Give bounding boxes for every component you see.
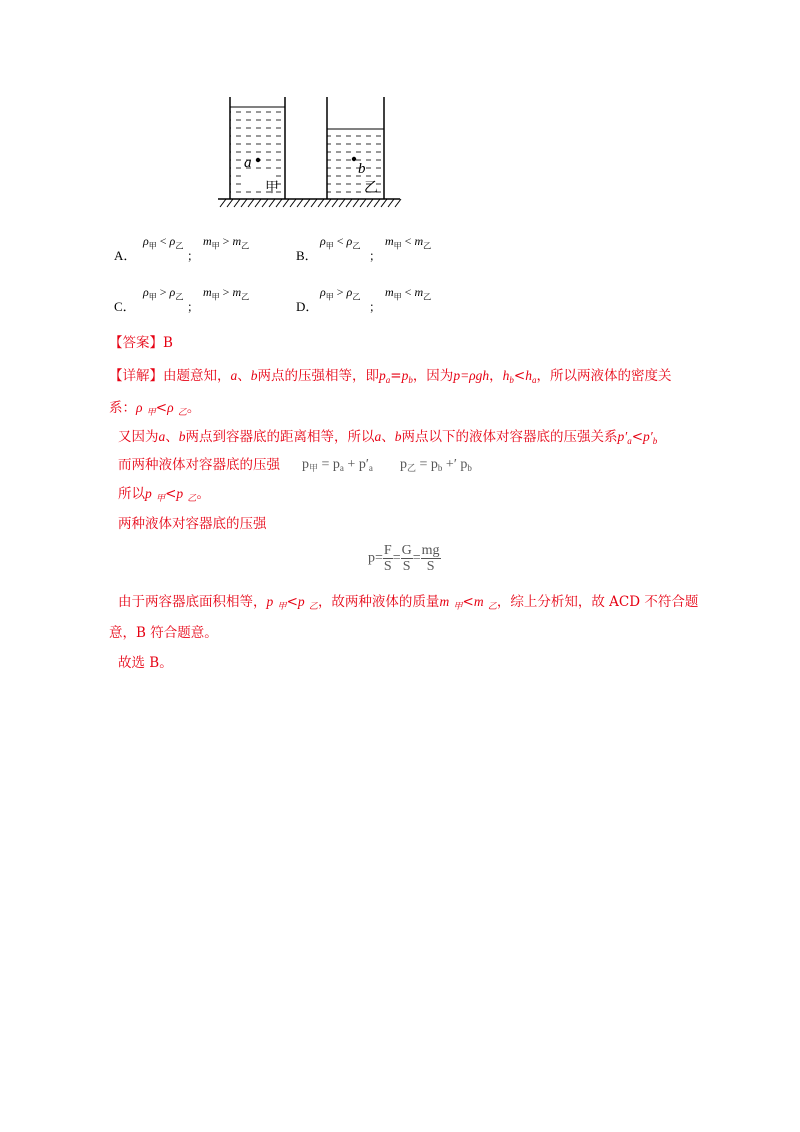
pressure-fraction-formula: p= $\frac{F}{S}$ = $\frac{G}{S}$ = $\frac{mg}{S}$ — [368, 543, 440, 574]
option-c-separator: ； — [187, 300, 200, 314]
label-a: a — [244, 155, 252, 171]
option-a-separator: ； — [187, 249, 200, 263]
option-b-rho-relation: $\rho_甲 < \rho_乙$ — [320, 234, 361, 251]
detail-line-6: 两种液体对容器底的压强 — [118, 516, 267, 532]
option-a-rho-relation: $\rho_甲 < \rho_乙$ — [143, 234, 184, 251]
detail-line-9: 故选 B。 — [118, 655, 173, 671]
point-a-dot — [256, 158, 260, 162]
option-d-separator: ； — [369, 300, 382, 314]
ground — [218, 199, 401, 207]
detail-line-3: 又因为a、b两点到容器底的距离相等，所以a、b两点以下的液体对容器底的压强关系$p'_a<p'_b$ — [118, 429, 658, 446]
option-c-letter: C． — [114, 299, 136, 314]
detail-tag: 【详解】 — [109, 368, 163, 384]
pressure-formula-yi: $p_乙 = p_b$ +′ $p_b$ — [400, 457, 472, 473]
option-b-letter: B． — [296, 248, 318, 263]
option-c-mass-relation: $m_甲 > m_乙$ — [203, 285, 250, 302]
detail-line-8: 意，B 符合题意。 — [109, 625, 218, 641]
detail-line-7: 由于两容器底面积相等，p $_甲$<p $_乙$，故两种液体的质量m $_甲$<m $_乙$，综上分析知，故 ACD 不符合题 — [118, 594, 699, 611]
pressure-formula-jia: $p_甲 = p_a + p'_a$ — [302, 457, 373, 473]
label-yi: 乙 — [364, 180, 378, 196]
label-b: b — [358, 161, 366, 177]
answer-tag: 【答案】 — [109, 335, 163, 351]
option-a-mass-relation: $m_甲 > m_乙$ — [203, 234, 250, 251]
label-jia: 甲 — [265, 180, 279, 196]
detail-line-4: 而两种液体对容器底的压强 — [118, 457, 280, 473]
answer-value: B — [163, 335, 173, 351]
detail-line-5: 所以p $_甲$<p $_乙$。 — [118, 486, 210, 503]
option-d-letter: D． — [296, 299, 319, 314]
containers-figure — [215, 92, 405, 212]
option-a-letter: A． — [114, 248, 137, 263]
option-b-mass-relation: $m_甲 < m_乙$ — [385, 234, 432, 251]
option-d-rho-relation: $\rho_甲 > \rho_乙$ — [320, 285, 361, 302]
answer-line — [109, 333, 173, 353]
detail-line-1: 【详解】由题意知，a、b两点的压强相等，即$p_a=p_b$，因为p=ρgh，$h_b<h_a$，所以两液体的密度关 — [109, 368, 672, 385]
option-c-rho-relation: $\rho_甲 > \rho_乙$ — [143, 285, 184, 302]
option-b-separator: ； — [369, 249, 382, 263]
option-d-mass-relation: $m_甲 < m_乙$ — [385, 285, 432, 302]
point-b-dot — [352, 157, 356, 161]
detail-line-2: 系：ρ $_甲$<ρ $_乙$。 — [109, 400, 201, 417]
